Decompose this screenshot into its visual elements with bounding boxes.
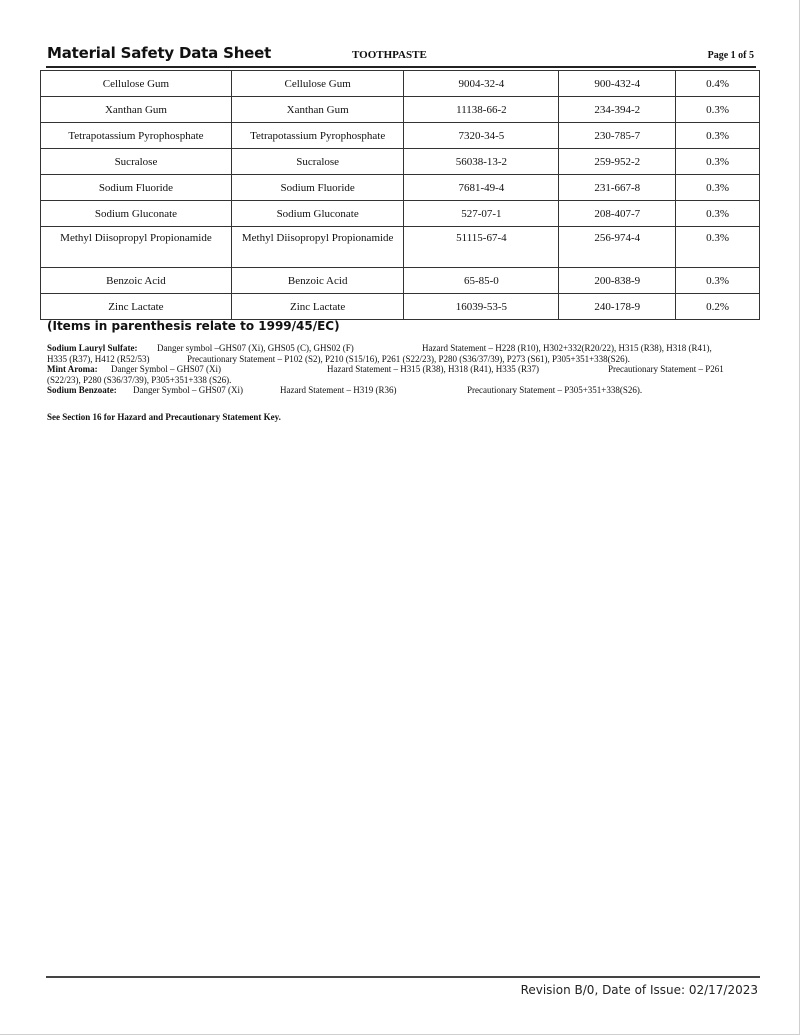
sls-danger: Danger symbol –GHS07 (Xi), GHS05 (C), GHS02 (F) bbox=[157, 343, 354, 353]
benzoate-label: Sodium Benzoate: bbox=[47, 385, 117, 395]
cas-number-cell: 9004-32-4 bbox=[404, 71, 559, 97]
ec-number-cell: 259-952-2 bbox=[559, 149, 676, 175]
sls-precaution: Precautionary Statement – P102 (S2), P210 (S15/16), P261 (S22/23), P280 (S36/37/39), P273 (S61), P305+351+338(S26). bbox=[187, 353, 630, 364]
sls-hazard: Hazard Statement – H228 (R10), H302+332(R20/22), H315 (R38), H318 (R41), bbox=[422, 343, 712, 353]
mint-danger: Danger Symbol – GHS07 (Xi) bbox=[111, 364, 221, 374]
table-row bbox=[41, 201, 760, 227]
hazard-line bbox=[47, 343, 761, 354]
ec-number-cell: 208-407-7 bbox=[559, 201, 676, 227]
document-header bbox=[46, 44, 756, 68]
ec-number-cell: 231-667-8 bbox=[559, 175, 676, 201]
ingredient-inci-name-cell: Sodium Gluconate bbox=[231, 201, 404, 227]
concentration-cell: 0.3% bbox=[676, 149, 760, 175]
ingredient-name-cell: Sucralose bbox=[41, 149, 232, 175]
ingredient-inci-name-cell: Xanthan Gum bbox=[231, 97, 404, 123]
ingredient-name-cell: Benzoic Acid bbox=[41, 268, 232, 294]
cas-number-cell: 527-07-1 bbox=[404, 201, 559, 227]
cas-number-cell: 51115-67-4 bbox=[404, 227, 559, 268]
cas-number-cell: 56038-13-2 bbox=[404, 149, 559, 175]
ec-number-cell: 900-432-4 bbox=[559, 71, 676, 97]
ingredient-name-cell: Xanthan Gum bbox=[41, 97, 232, 123]
mint-precaution: Precautionary Statement – P261 bbox=[608, 364, 724, 374]
hazard-line bbox=[47, 385, 761, 396]
mint-label: Mint Aroma: bbox=[47, 364, 98, 374]
concentration-cell: 0.3% bbox=[676, 201, 760, 227]
ingredient-inci-name-cell: Tetrapotassium Pyrophosphate bbox=[231, 123, 404, 149]
ec-number-cell: 230-785-7 bbox=[559, 123, 676, 149]
ingredient-name-cell: Cellulose Gum bbox=[41, 71, 232, 97]
ingredients-table bbox=[40, 70, 760, 320]
ingredient-name-cell: Zinc Lactate bbox=[41, 294, 232, 320]
benzoate-precaution: Precautionary Statement – P305+351+338(S26). bbox=[467, 385, 643, 395]
table-row bbox=[41, 268, 760, 294]
table-row bbox=[41, 227, 760, 268]
document-title: Material Safety Data Sheet bbox=[47, 44, 272, 62]
product-name: TOOTHPASTE bbox=[352, 49, 427, 61]
concentration-cell: 0.4% bbox=[676, 71, 760, 97]
ec-number-cell: 240-178-9 bbox=[559, 294, 676, 320]
concentration-cell: 0.3% bbox=[676, 123, 760, 149]
ingredients-table-body bbox=[41, 71, 760, 320]
table-row bbox=[41, 175, 760, 201]
sls-hazard-continued: H335 (R37), H412 (R52/53) bbox=[47, 353, 150, 364]
sls-label: Sodium Lauryl Sulfate: bbox=[47, 343, 138, 353]
hazard-line bbox=[47, 375, 761, 386]
table-row bbox=[41, 149, 760, 175]
concentration-cell: 0.3% bbox=[676, 175, 760, 201]
hazard-line bbox=[47, 354, 761, 365]
section-reference-note: See Section 16 for Hazard and Precautionary Statement Key. bbox=[47, 412, 281, 422]
ingredient-inci-name-cell: Benzoic Acid bbox=[231, 268, 404, 294]
hazard-statements bbox=[47, 343, 761, 396]
ingredient-inci-name-cell: Sucralose bbox=[231, 149, 404, 175]
concentration-cell: 0.3% bbox=[676, 227, 760, 268]
table-row bbox=[41, 97, 760, 123]
benzoate-hazard: Hazard Statement – H319 (R36) bbox=[280, 385, 397, 395]
concentration-cell: 0.2% bbox=[676, 294, 760, 320]
ingredient-inci-name-cell: Methyl Diisopropyl Propionamide bbox=[231, 227, 404, 268]
ingredient-name-cell: Sodium Gluconate bbox=[41, 201, 232, 227]
mint-precaution-continued: (S22/23), P280 (S36/37/39), P305+351+338 (S26). bbox=[47, 374, 232, 385]
ingredient-name-cell: Sodium Fluoride bbox=[41, 175, 232, 201]
cas-number-cell: 11138-66-2 bbox=[404, 97, 559, 123]
ingredient-name-cell: Tetrapotassium Pyrophosphate bbox=[41, 123, 232, 149]
hazard-line bbox=[47, 364, 761, 375]
ingredient-name-cell: Methyl Diisopropyl Propionamide bbox=[41, 227, 232, 268]
table-row bbox=[41, 123, 760, 149]
page-indicator: Page 1 of 5 bbox=[707, 50, 754, 61]
directive-note: (Items in parenthesis relate to 1999/45/EC) bbox=[47, 319, 340, 333]
concentration-cell: 0.3% bbox=[676, 268, 760, 294]
ingredient-inci-name-cell: Cellulose Gum bbox=[231, 71, 404, 97]
mint-hazard: Hazard Statement – H315 (R38), H318 (R41), H335 (R37) bbox=[327, 364, 539, 374]
cas-number-cell: 7681-49-4 bbox=[404, 175, 559, 201]
table-row bbox=[41, 294, 760, 320]
table-row bbox=[41, 71, 760, 97]
cas-number-cell: 7320-34-5 bbox=[404, 123, 559, 149]
ec-number-cell: 256-974-4 bbox=[559, 227, 676, 268]
ec-number-cell: 234-394-2 bbox=[559, 97, 676, 123]
footer-divider bbox=[46, 976, 760, 978]
cas-number-cell: 16039-53-5 bbox=[404, 294, 559, 320]
ec-number-cell: 200-838-9 bbox=[559, 268, 676, 294]
benzoate-danger: Danger Symbol – GHS07 (Xi) bbox=[133, 385, 243, 395]
ingredient-inci-name-cell: Sodium Fluoride bbox=[231, 175, 404, 201]
revision-info: Revision B/0, Date of Issue: 02/17/2023 bbox=[520, 983, 758, 997]
concentration-cell: 0.3% bbox=[676, 97, 760, 123]
cas-number-cell: 65-85-0 bbox=[404, 268, 559, 294]
ingredient-inci-name-cell: Zinc Lactate bbox=[231, 294, 404, 320]
